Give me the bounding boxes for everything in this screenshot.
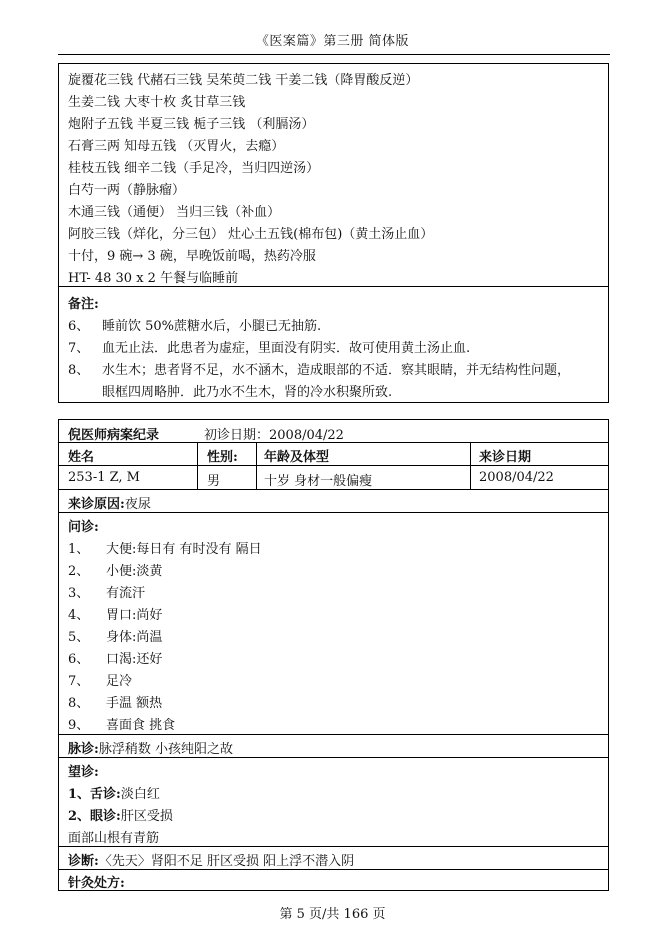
inquiry-item xyxy=(68,560,162,579)
inquiry-text: 胃口:尚好 xyxy=(106,608,163,623)
note-item xyxy=(68,359,570,378)
patient-name: 253-1 Z, M xyxy=(68,470,140,485)
eye-value: 肝区受损 xyxy=(120,809,173,824)
inquiry-text: 喜面食 挑食 xyxy=(106,718,176,733)
inquiry-text: 大便:每日有 有时没有 隔日 xyxy=(106,542,262,557)
note-item xyxy=(68,315,321,334)
pulse-diagnosis xyxy=(68,738,233,757)
prescription-line: 炮附子五钱 半夏三钱 栀子三钱 （利膈汤） xyxy=(68,117,315,132)
divider xyxy=(59,512,608,513)
inquiry-number: 3、 xyxy=(68,586,90,601)
note-text: 水生木；患者肾不足，水不涵木，造成眼部的不适．察其眼睛，并无结构性问题， xyxy=(102,363,571,378)
note-text: 睡前饮 50%蔗糖水后，小腿已无抽筋. xyxy=(102,319,322,334)
patient-sex: 男 xyxy=(207,474,221,489)
page-footer: 第 5 页/共 166 页 xyxy=(279,907,386,922)
tongue-diagnosis xyxy=(68,783,160,802)
col-visit-date-header: 来诊日期 xyxy=(479,450,532,465)
page-header: 《医案篇》第三册 简体版 xyxy=(255,34,410,49)
divider xyxy=(59,465,608,466)
pulse-label: 脉诊: xyxy=(68,742,99,757)
first-visit-date: 初诊日期：2008/04/22 xyxy=(204,428,344,443)
divider xyxy=(59,489,608,490)
prescription-line: 白芍一两（静脉瘤） xyxy=(68,183,186,198)
prescription-line: 石膏三两 知母五钱 （灭胃火，去瘾） xyxy=(68,139,285,154)
inquiry-number: 4、 xyxy=(68,608,90,623)
inquiry-item xyxy=(68,582,145,601)
prescription-line: 旋覆花三钱 代赭石三钱 吴茱萸二钱 干姜二钱（降胃酸反逆） xyxy=(68,73,419,88)
inquiry-item xyxy=(68,538,262,557)
divider xyxy=(59,846,608,847)
inquiry-text: 小便:淡黄 xyxy=(106,564,163,579)
prescription-line: 木通三钱（通便） 当归三钱（补血） xyxy=(68,205,281,220)
prescription-line: 生姜二钱 大枣十枚 炙甘草三钱 xyxy=(68,95,246,110)
col-age-build-header: 年龄及体型 xyxy=(264,450,330,465)
chief-complaint xyxy=(68,493,151,512)
chief-complaint-label: 来诊原因: xyxy=(68,497,125,512)
note-number: 8、 xyxy=(68,363,90,378)
pulse-value: 脉浮稍数 小孩纯阳之故 xyxy=(98,742,233,757)
inquiry-item xyxy=(68,648,162,667)
inquiry-number: 9、 xyxy=(68,718,90,733)
eye-diagnosis xyxy=(68,805,173,824)
column-separator xyxy=(256,442,257,489)
patient-age-build: 十岁 身材一般偏瘦 xyxy=(264,474,373,489)
inspection-heading: 望诊: xyxy=(68,765,99,780)
diagnosis-label: 诊断: xyxy=(68,854,99,869)
case-record-table xyxy=(58,419,609,891)
inquiry-number: 6、 xyxy=(68,652,90,667)
patient-visit-date: 2008/04/22 xyxy=(479,470,554,485)
inquiry-text: 口渴:还好 xyxy=(106,652,163,667)
tongue-label: 1、舌诊: xyxy=(68,787,121,802)
col-name-header: 姓名 xyxy=(68,450,95,465)
prescription-line: 十付，9 碗→ 3 碗，早晚饭前喝，热药冷服 xyxy=(68,249,316,264)
prescription-box xyxy=(58,63,609,403)
acupuncture-heading: 针灸处方: xyxy=(68,876,125,891)
inquiry-number: 5、 xyxy=(68,630,90,645)
divider xyxy=(59,757,608,758)
col-sex-header: 性别: xyxy=(207,450,238,465)
tongue-value: 淡白红 xyxy=(120,787,160,802)
inquiry-item xyxy=(68,604,162,623)
inquiry-number: 8、 xyxy=(68,696,90,711)
inquiry-number: 7、 xyxy=(68,674,90,689)
eye-label: 2、眼诊: xyxy=(68,809,121,824)
note-continuation: 眼框四周略肿．此乃水不生木，肾的冷水积聚所致. xyxy=(102,385,393,400)
inquiry-item xyxy=(68,714,175,733)
diagnosis xyxy=(68,850,354,869)
inquiry-text: 手温 额热 xyxy=(106,696,163,711)
inquiry-text: 身体:尚温 xyxy=(106,630,163,645)
header-rule xyxy=(58,54,610,55)
inquiry-text: 有流汗 xyxy=(106,586,146,601)
divider xyxy=(59,869,608,870)
inquiry-number: 2、 xyxy=(68,564,90,579)
inquiry-text: 足冷 xyxy=(106,674,133,689)
column-separator xyxy=(197,442,198,489)
note-number: 6、 xyxy=(68,319,90,334)
inquiry-number: 1、 xyxy=(68,542,90,557)
face-observation: 面部山根有青筋 xyxy=(68,831,160,846)
divider xyxy=(59,442,608,443)
inquiry-item xyxy=(68,692,162,711)
chief-complaint-value: 夜尿 xyxy=(124,497,151,512)
inquiry-item xyxy=(68,670,132,689)
divider xyxy=(59,734,608,735)
inquiry-item xyxy=(68,626,162,645)
diagnosis-value: 〈先天〉肾阳不足 肝区受损 阳上浮不潜入阴 xyxy=(98,854,355,869)
column-separator xyxy=(470,442,471,489)
note-number: 7、 xyxy=(68,341,90,356)
note-text: 血无止法．此患者为虚症，里面没有阴实．故可使用黄土汤止血. xyxy=(102,341,471,356)
prescription-line: HT- 48 30 x 2 午餐与临睡前 xyxy=(68,271,239,286)
divider xyxy=(59,286,608,287)
record-title: 倪医师病案纪录 xyxy=(68,428,160,443)
notes-heading: 备注: xyxy=(68,297,99,312)
prescription-line: 桂枝五钱 细辛二钱（手足冷，当归四逆汤） xyxy=(68,161,320,176)
note-item xyxy=(68,337,470,356)
prescription-line: 阿胶三钱（烊化，分三包） 灶心土五钱(棉布包)（黄土汤止血） xyxy=(68,227,434,242)
inquiry-heading: 问诊: xyxy=(68,520,99,535)
